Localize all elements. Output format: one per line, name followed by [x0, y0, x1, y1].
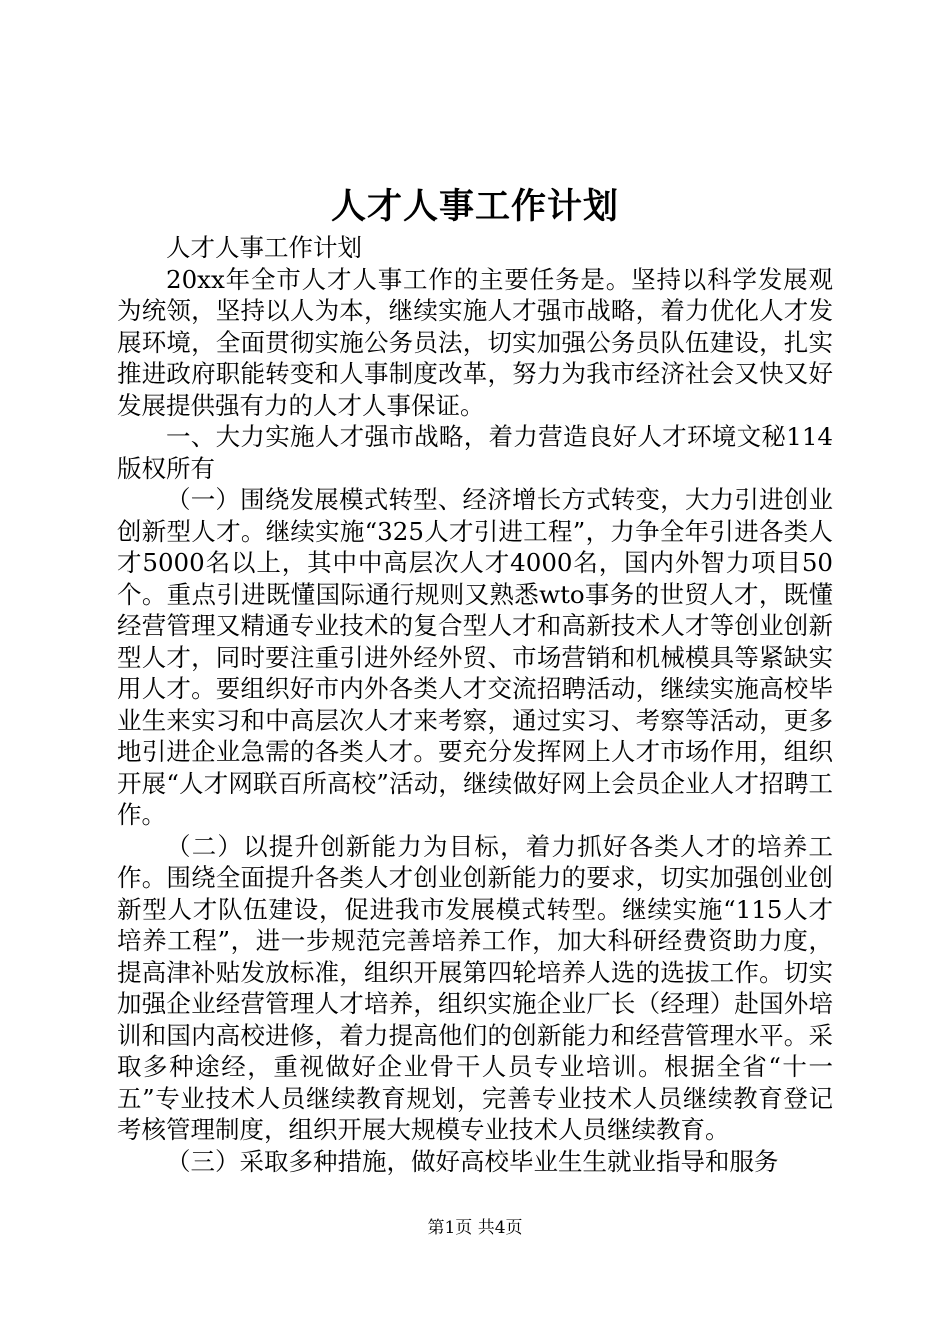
paragraph-item-3: （三）采取多种措施，做好高校毕业生生就业指导和服务 — [166, 1146, 779, 1176]
document-body — [117, 232, 833, 1177]
section-heading-1: 一、大力实施人才强市战略，着力营造良好人才环境文秘114版权所有 — [117, 422, 833, 483]
page-number-footer: 第1页 共4页 — [427, 1218, 523, 1238]
paragraph-intro: 20xx年全市人才人事工作的主要任务是。坚持以科学发展观为统领，坚持以人为本，继续实施人才强市战略，着力优化人才发展环境，全面贯彻实施公务员法，切实加强公务员队伍建设，扎实推进政府职能转变和人事制度改革，努力为我市经济社会又快又好发展提供强有力的人才人事保证。 — [117, 264, 833, 420]
document-title: 人才人事工作计划 — [330, 186, 619, 227]
paragraph-subtitle: 人才人事工作计划 — [166, 233, 362, 262]
paragraph-item-1: （一）围绕发展模式转型、经济增长方式转变，大力引进创业创新型人才。继续实施“325人才引进工程”，力争全年引进各类人才5000名以上，其中中高层次人才4000名，国内外智力项目50个。重点引进既懂国际通行规则又熟悉wto事务的世贸人才，既懂经营管理又精通专业技术的复合型人才和高新技术人才等创业创新型人才，同时要注重引进外经外贸、市场营销和机械模具等紧缺实用人才。要组织好市内外各类人才交流招聘活动，继续实施高校毕业生来实习和中高层次人才来考察，通过实习、考察等活动，更多地引进企业急需的各类人才。要充分发挥网上人才市场作用，组织开展“人才网联百所高校”活动，继续做好网上会员企业人才招聘工作。 — [117, 485, 833, 829]
paragraph-item-2: （二）以提升创新能力为目标，着力抓好各类人才的培养工作。围绕全面提升各类人才创业创新能力的要求，切实加强创业创新型人才队伍建设，促进我市发展模式转型。继续实施“115人才培养工程”，进一步规范完善培养工作，加大科研经费资助力度，提高津补贴发放标准，组织开展第四轮培养人选的选拔工作。切实加强企业经营管理人才培养，组织实施企业厂长（经理）赴国外培训和国内高校进修，着力提高他们的创新能力和经营管理水平。采取多种途经，重视做好企业骨干人员专业培训。根据全省“十一五”专业技术人员继续教育规划，完善专业技术人员继续教育登记考核管理制度，组织开展大规模专业技术人员继续教育。 — [117, 831, 833, 1144]
